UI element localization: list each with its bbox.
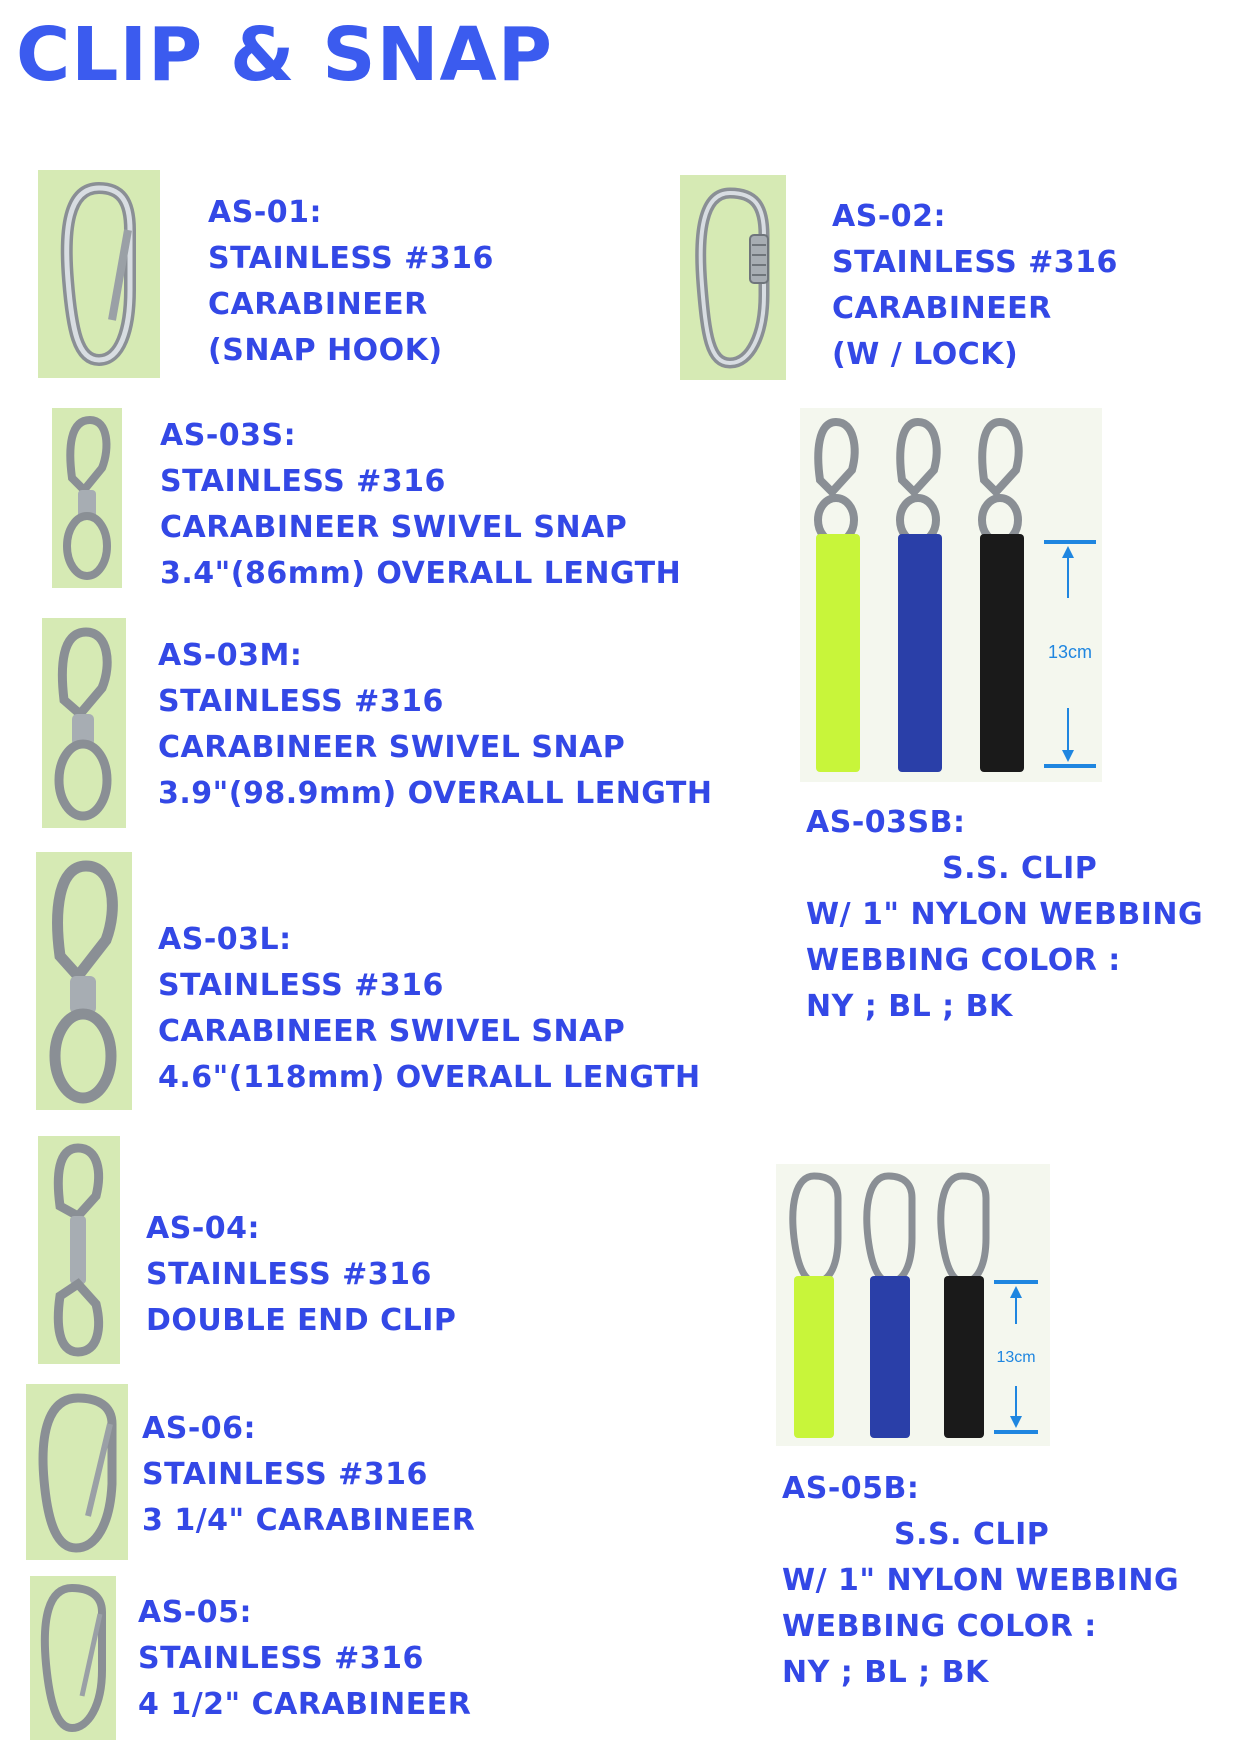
product-material: STAINLESS #316 <box>208 241 494 276</box>
webbing-clips-icon <box>800 408 1102 782</box>
as03s-text <box>160 413 681 597</box>
product-code: AS-03S: <box>160 418 297 453</box>
product-code: AS-01: <box>208 195 323 230</box>
dimension-label: 13cm <box>996 1349 1036 1366</box>
product-color-label: WEBBING COLOR : <box>806 943 1121 978</box>
snap-hook-carabiner-icon <box>38 170 160 378</box>
product-detail: 3.4"(86mm) OVERALL LENGTH <box>160 556 682 591</box>
product-code: AS-03M: <box>158 638 303 673</box>
product-code: AS-03L: <box>158 922 292 957</box>
product-name: CARABINEER <box>208 287 428 322</box>
product-name: CARABINEER SWIVEL SNAP <box>158 730 626 765</box>
product-name: CARABINEER <box>832 291 1052 326</box>
as03m-text <box>158 633 712 817</box>
page-title: CLIP & SNAP <box>16 12 554 98</box>
as05b-photo <box>776 1164 1050 1446</box>
product-code: AS-05B: <box>782 1471 920 1506</box>
as04-text <box>146 1206 456 1344</box>
product-material: STAINLESS #316 <box>832 245 1118 280</box>
swivel-snap-icon <box>36 852 132 1110</box>
as03s-photo <box>52 408 122 588</box>
product-detail: (SNAP HOOK) <box>208 333 443 368</box>
product-colors: NY ; BL ; BK <box>782 1655 989 1690</box>
double-end-clip-icon <box>38 1136 120 1364</box>
product-material: STAINLESS #316 <box>142 1457 428 1492</box>
product-webbing: W/ 1" NYLON WEBBING <box>806 897 1204 932</box>
product-color-label: WEBBING COLOR : <box>782 1609 1097 1644</box>
product-material: STAINLESS #316 <box>158 968 444 1003</box>
product-name: 4 1/2" CARABINEER <box>138 1687 472 1722</box>
product-name: CARABINEER SWIVEL SNAP <box>158 1014 626 1049</box>
carabiner-icon <box>30 1576 116 1740</box>
product-name: CARABINEER SWIVEL SNAP <box>160 510 628 545</box>
product-name: DOUBLE END CLIP <box>146 1303 457 1338</box>
as06-photo <box>26 1384 128 1560</box>
product-detail: (W / LOCK) <box>832 337 1019 372</box>
as03l-photo <box>36 852 132 1110</box>
as05-photo <box>30 1576 116 1740</box>
swivel-snap-icon <box>52 408 122 588</box>
webbing-clips-icon <box>776 1164 1050 1446</box>
product-material: STAINLESS #316 <box>138 1641 424 1676</box>
carabiner-icon <box>26 1384 128 1560</box>
product-detail: 3.9"(98.9mm) OVERALL LENGTH <box>158 776 713 811</box>
product-material: STAINLESS #316 <box>146 1257 432 1292</box>
product-webbing: W/ 1" NYLON WEBBING <box>782 1563 1180 1598</box>
as03m-photo <box>42 618 126 828</box>
product-material: STAINLESS #316 <box>160 464 446 499</box>
locking-carabiner-icon <box>680 175 786 380</box>
product-code: AS-06: <box>142 1411 257 1446</box>
product-code: AS-02: <box>832 199 947 234</box>
as06-text <box>142 1406 475 1544</box>
dimension-label: 13cm <box>1047 642 1093 662</box>
product-colors: NY ; BL ; BK <box>806 989 1013 1024</box>
as03sb-text <box>806 800 1203 1030</box>
product-name: S.S. CLIP <box>942 851 1098 886</box>
swivel-snap-icon <box>42 618 126 828</box>
product-name: 3 1/4" CARABINEER <box>142 1503 476 1538</box>
as05-text <box>138 1590 471 1728</box>
product-code: AS-05: <box>138 1595 253 1630</box>
product-code: AS-04: <box>146 1211 261 1246</box>
product-detail: 4.6"(118mm) OVERALL LENGTH <box>158 1060 701 1095</box>
product-material: STAINLESS #316 <box>158 684 444 719</box>
as01-text <box>208 190 494 374</box>
product-code: AS-03SB: <box>806 805 966 840</box>
product-name: S.S. CLIP <box>894 1517 1050 1552</box>
as02-text <box>832 194 1118 378</box>
as02-photo <box>680 175 786 380</box>
as05b-text <box>782 1466 1179 1696</box>
as01-photo <box>38 170 160 378</box>
as03sb-photo <box>800 408 1102 782</box>
as03l-text <box>158 917 701 1101</box>
as04-photo <box>38 1136 120 1364</box>
